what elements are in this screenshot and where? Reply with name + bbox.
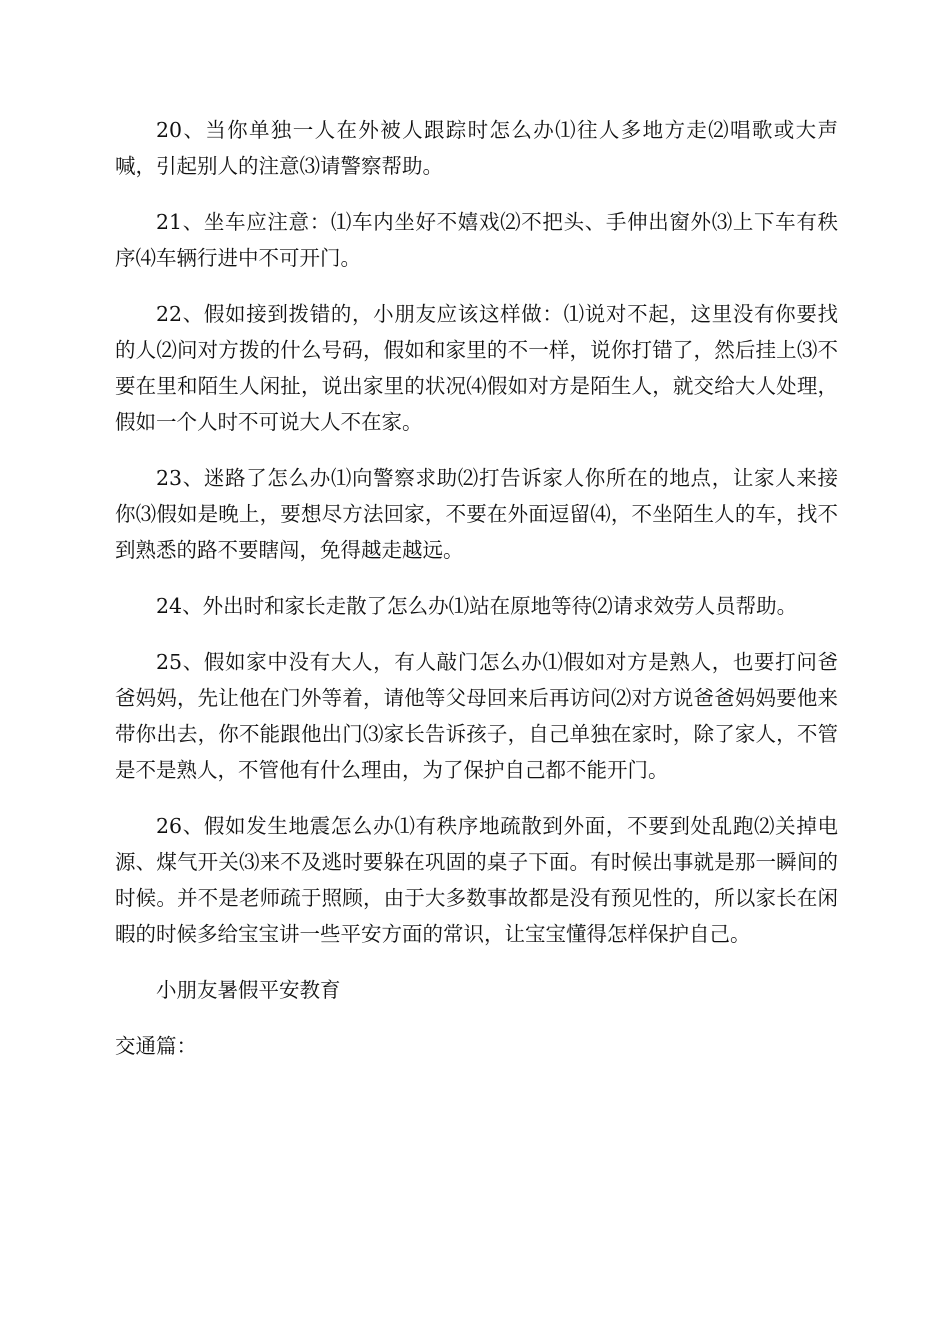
- paragraph-20: 20、当你单独一人在外被人跟踪时怎么办⑴往人多地方走⑵唱歌或大声喊，引起别人的注意⑶请警察帮助。: [115, 118, 838, 178]
- paragraph-25: 25、假如家中没有大人，有人敲门怎么办⑴假如对方是熟人，也要打问爸爸妈妈，先让他在门外等着，请他等父母回来后再访问⑵对方说爸爸妈妈要他来带你出去，你不能跟他出门⑶家长告诉孩子，自己单独在家时，除了家人，不管是不是熟人，不管他有什么理由，为了保护自己都不能开门。: [115, 650, 838, 782]
- paragraph-21: 21、坐车应注意：⑴车内坐好不嬉戏⑵不把头、手伸出窗外⑶上下车有秩序⑷车辆行进中不可开门。: [115, 210, 838, 270]
- paragraph-24: 24、外出时和家长走散了怎么办⑴站在原地等待⑵请求效劳人员帮助。: [156, 594, 798, 618]
- section-heading: 小朋友暑假平安教育: [156, 978, 341, 1002]
- paragraph-22: 22、假如接到拨错的，小朋友应该这样做：⑴说对不起，这里没有你要找的人⑵问对方拨的什么号码，假如和家里的不一样，说你打错了，然后挂上⑶不要在里和陌生人闲扯，说出家里的状况⑷假如对方是陌生人，就交给大人处理，假如一个人时不可说大人不在家。: [115, 302, 838, 434]
- paragraph-23: 23、迷路了怎么办⑴向警察求助⑵打告诉家人你所在的地点，让家人来接你⑶假如是晚上，要想尽方法回家，不要在外面逗留⑷，不坐陌生人的车，找不到熟悉的路不要瞎闯，免得越走越远。: [115, 466, 838, 562]
- paragraph-26: 26、假如发生地震怎么办⑴有秩序地疏散到外面，不要到处乱跑⑵关掉电源、煤气开关⑶来不及逃时要躲在巩固的桌子下面。有时候出事就是那一瞬间的时候。并不是老师疏于照顾，由于大多数事故都是没有预见性的，所以家长在闲暇的时候多给宝宝讲一些平安方面的常识，让宝宝懂得怎样保护自己。: [115, 814, 838, 946]
- subsection-label: 交通篇：: [115, 1034, 197, 1058]
